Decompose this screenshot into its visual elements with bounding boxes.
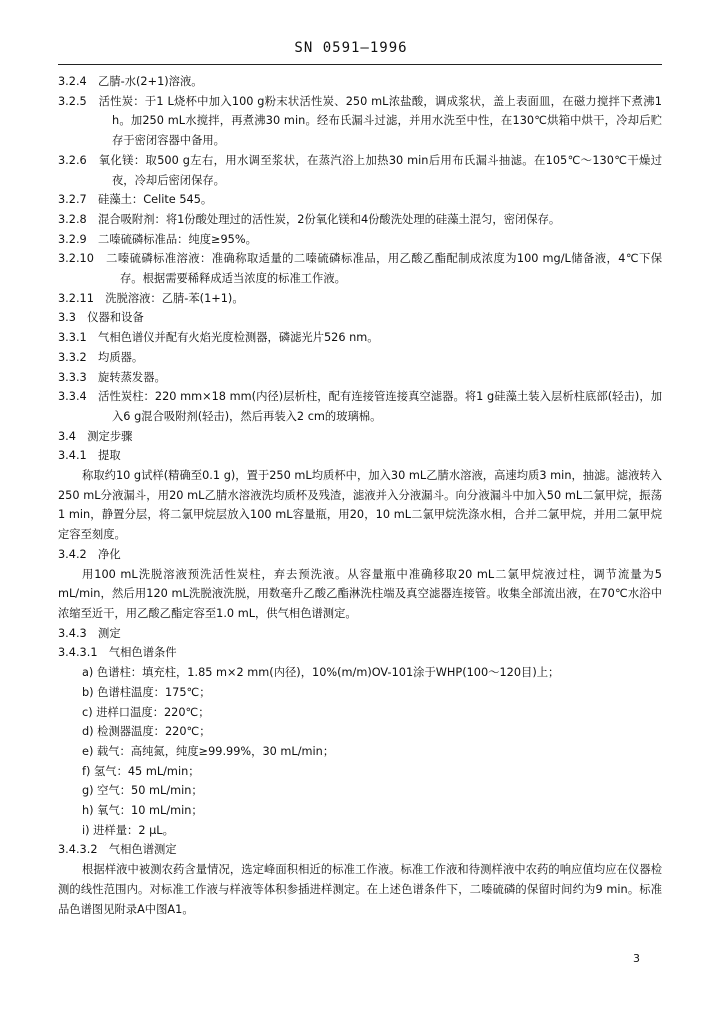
paragraph: 3.2.7 硅藻土：Celite 545。 [58,193,213,207]
paragraph: 3.2.10 二嗪硫磷标准溶液：准确称取适量的二嗪硫磷标准品，用乙酸乙酯配制成浓度为100 mg/L储备液，4℃下保存。根据需要稀释成适当浓度的标准工作液。 [58,252,662,286]
paragraph: 称取约10 g试样(精确至0.1 g)，置于250 mL均质杯中，加入30 mL乙腈水溶液，高速均质3 min，抽滤。滤液转入250 mL分液漏斗，用20 mL乙腈水溶液洗均质杯及残渣，滤液并入分液漏斗。向分液漏斗中加入50 mL二氯甲烷，振荡1 min，静置分层，将二氯甲烷层放入100 mL容量瓶，用20，10 mL二氯甲烷洗涤水相，合并二氯甲烷，并用二氯甲烷定容至刻度。 [58,469,662,542]
paragraph: e) 载气：高纯氮，纯度≥99.99%，30 mL/min； [82,744,335,758]
paragraph: 3.3.1 气相色谱仪并配有火焰光度检测器，磷滤光片526 nm。 [58,331,379,345]
header-divider [58,64,662,65]
paragraph: 3.4.3.2 气相色谱测定 [58,843,177,857]
paragraph: f) 氢气：45 mL/min； [82,764,200,778]
paragraph: 3.4.3 测定 [58,626,121,640]
paragraph: 3.3.4 活性炭柱：220 mm×18 mm(内径)层析柱，配有连接管连接真空滤器。将1 g硅藻土装入层析柱底部(轻击)，加入6 g混合吸附剂(轻击)，然后再装入2 cm的玻璃棉。 [58,390,662,423]
paragraph: 3.4.2 净化 [58,547,121,561]
paragraph: h) 氧气：10 mL/min； [82,804,203,818]
standard-header: SN 0591—1996 [294,40,408,56]
paragraph: 3.2.9 二嗪硫磷标准品：纯度≥95%。 [58,232,257,246]
paragraph: 3.2.6 氧化镁：取500 g左右，用水调至浆状，在蒸汽浴上加热30 min后用布氏漏斗抽滤。在105℃～130℃干燥过夜，冷却后密闭保存。 [58,153,662,187]
paragraph: 3.2.4 乙腈-水(2+1)溶液。 [58,75,203,88]
paragraph: c) 进样口温度：220℃； [82,705,210,719]
paragraph: 3.3.2 均质器。 [58,350,144,364]
paragraph: a) 色谱柱：填充柱，1.85 m×2 mm(内径)，10%(m/m)OV-101涂于WHP(100～120目)上； [82,666,560,680]
paragraph: 3.3 仪器和设备 [58,311,144,325]
paragraph: 3.4.3.1 气相色谱条件 [58,646,177,660]
paragraph: 根据样液中被测农药含量情况，选定峰面积相近的标准工作液。标准工作液和待测样液中农药的响应值均应在仪器检测的线性范围内。对标准工作液与样液等体积参插进样测定。在上述色谱条件下，二嗪硫磷的保留时间约为9 min。标准品色谱图见附录A中图A1。 [58,863,662,916]
paragraph: 用100 mL洗脱溶液预洗活性炭柱，弃去预洗液。从容量瓶中准确移取20 mL二氯甲烷液过柱，调节流量为5 mL/min，然后用120 mL洗脱液洗脱，用数毫升乙酸乙酯淋洗柱端及真空滤器连接管。收集全部流出液，在70℃水浴中浓缩至近干，用乙酸乙酯定容至1.0 mL，供气相色谱测定。 [58,567,662,620]
paragraph: 3.3.3 旋转蒸发器。 [58,370,166,384]
paragraph: d) 检测器温度：220℃； [82,725,211,739]
paragraph: i) 进样量：2 μL。 [82,823,174,837]
paragraph: g) 空气：50 mL/min； [82,784,203,798]
paragraph: 3.2.8 混合吸附剂：将1份酸处理过的活性炭，2份氧化镁和4份酸洗处理的硅藻土混匀，密闭保存。 [58,212,561,226]
paragraph: 3.4 测定步骤 [58,429,133,443]
document-body [58,72,662,919]
page-number: 3 [633,952,640,965]
paragraph: b) 色谱柱温度：175℃； [82,685,211,699]
paragraph: 3.2.11 洗脱溶液：乙腈-苯(1+1)。 [58,291,244,305]
paragraph: 3.2.5 活性炭：于1 L烧杯中加入100 g粉末状活性炭、250 mL浓盐酸，调成浆状，盖上表面皿，在磁力搅拌下煮沸1 h。加250 mL水搅拌，再煮沸30 min。经布氏漏斗过滤，并用水洗至中性，在130℃烘箱中烘干，冷却后贮存于密闭容器中备用。 [58,94,662,148]
paragraph: 3.4.1 提取 [58,449,121,463]
